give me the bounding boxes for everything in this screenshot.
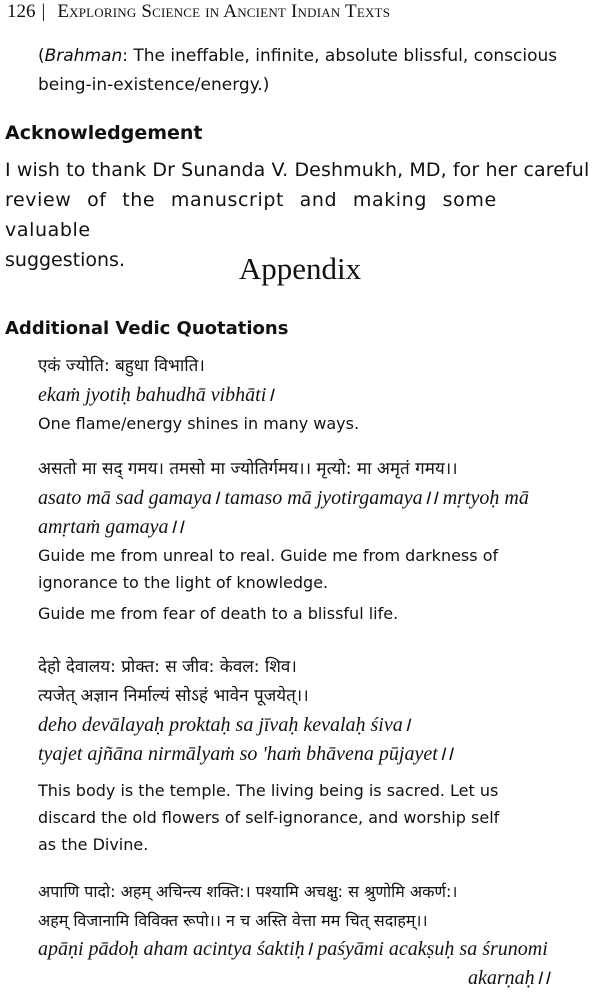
devanagari-line: अहम् विजानामि विविक्त रूपो।। न च अस्ति वेत्ता मम चित् सदाहम्।। [38,911,428,930]
brahman-note [38,42,578,100]
acknowledgement-heading: Acknowledgement [5,122,203,144]
quotations-heading: Additional Vedic Quotations [5,318,289,339]
quotation-2 [38,455,598,627]
translation-line: One flame/energy shines in many ways. [38,414,360,433]
devanagari-line: असतो मा सद् गमय। तमसो मा ज्योतिर्गमय।। मृत्यो: मा अमृतं गमय।। [38,459,458,479]
running-head [7,0,597,26]
page-number: 126 [7,1,36,22]
devanagari-line: एकं ज्योति: बहुधा विभाति। [38,356,205,376]
transliteration-line: deho devālayaḥ proktaḥ sa jīvaḥ kevalaḥ śiva। [38,714,411,736]
note-term: Brahman [44,46,123,66]
transliteration-line: amṛtaṁ gamaya।। [38,516,184,538]
translation-line: Guide me from fear of death to a blissful life. [38,604,399,623]
ack-line: I wish to thank Dr Sunanda V. Deshmukh, MD, for her careful [5,159,590,181]
quotation-4 [38,877,598,993]
ack-line: suggestions. [5,249,125,271]
transliteration-line: akarṇaḥ।। [468,967,550,989]
translation-line: as the Divine. [38,835,149,854]
transliteration-line: apāṇi pādoḥ aham acintya śaktiḥ। paśyāmi acakṣuḥ sa śrunomi [38,938,548,960]
ack-line: review of the manuscript and making some valuable [5,189,497,241]
note-definition-1: : The ineffable, infinite, absolute blissful, conscious [122,46,558,66]
appendix-title: Appendix [238,251,362,286]
running-title: Exploring Science in Ancient Indian Texts [57,1,391,22]
transliteration-line: asato mā sad gamaya। tamaso mā jyotirgamaya।। mṛtyoḥ mā [38,487,529,509]
devanagari-line: देहो देवालय: प्रोक्त: स जीव: केवल: शिव। [38,657,297,677]
devanagari-line: अपाणि पादो: अहम् अचिन्त्य शक्ति:। पश्यामि अचक्षु: स श्रुणोमि अकर्ण:। [38,882,458,901]
translation-line: Guide me from unreal to real. Guide me from darkness of [38,546,499,565]
note-line-2: being-in-existence/energy.) [38,75,270,95]
translation-line: discard the old flowers of self-ignorance, and worship self [38,808,500,827]
quotation-1 [38,352,598,437]
note-line-1 [38,42,578,71]
header-separator: | [41,1,46,22]
quotation-3 [38,653,598,858]
note-open-paren: ( [38,46,45,66]
translation-line: This body is the temple. The living being is sacred. Let us [38,781,499,800]
transliteration-line: ekaṁ jyotiḥ bahudhā vibhāti। [38,384,274,406]
translation-line: ignorance to the light of knowledge. [38,573,329,592]
devanagari-line: त्यजेत् अज्ञान निर्माल्यं सोऽहं भावेन पूजयेत्।। [38,686,309,706]
transliteration-line: tyajet ajñāna nirmālyaṁ so 'haṁ bhāvena pūjayet।। [38,743,453,765]
